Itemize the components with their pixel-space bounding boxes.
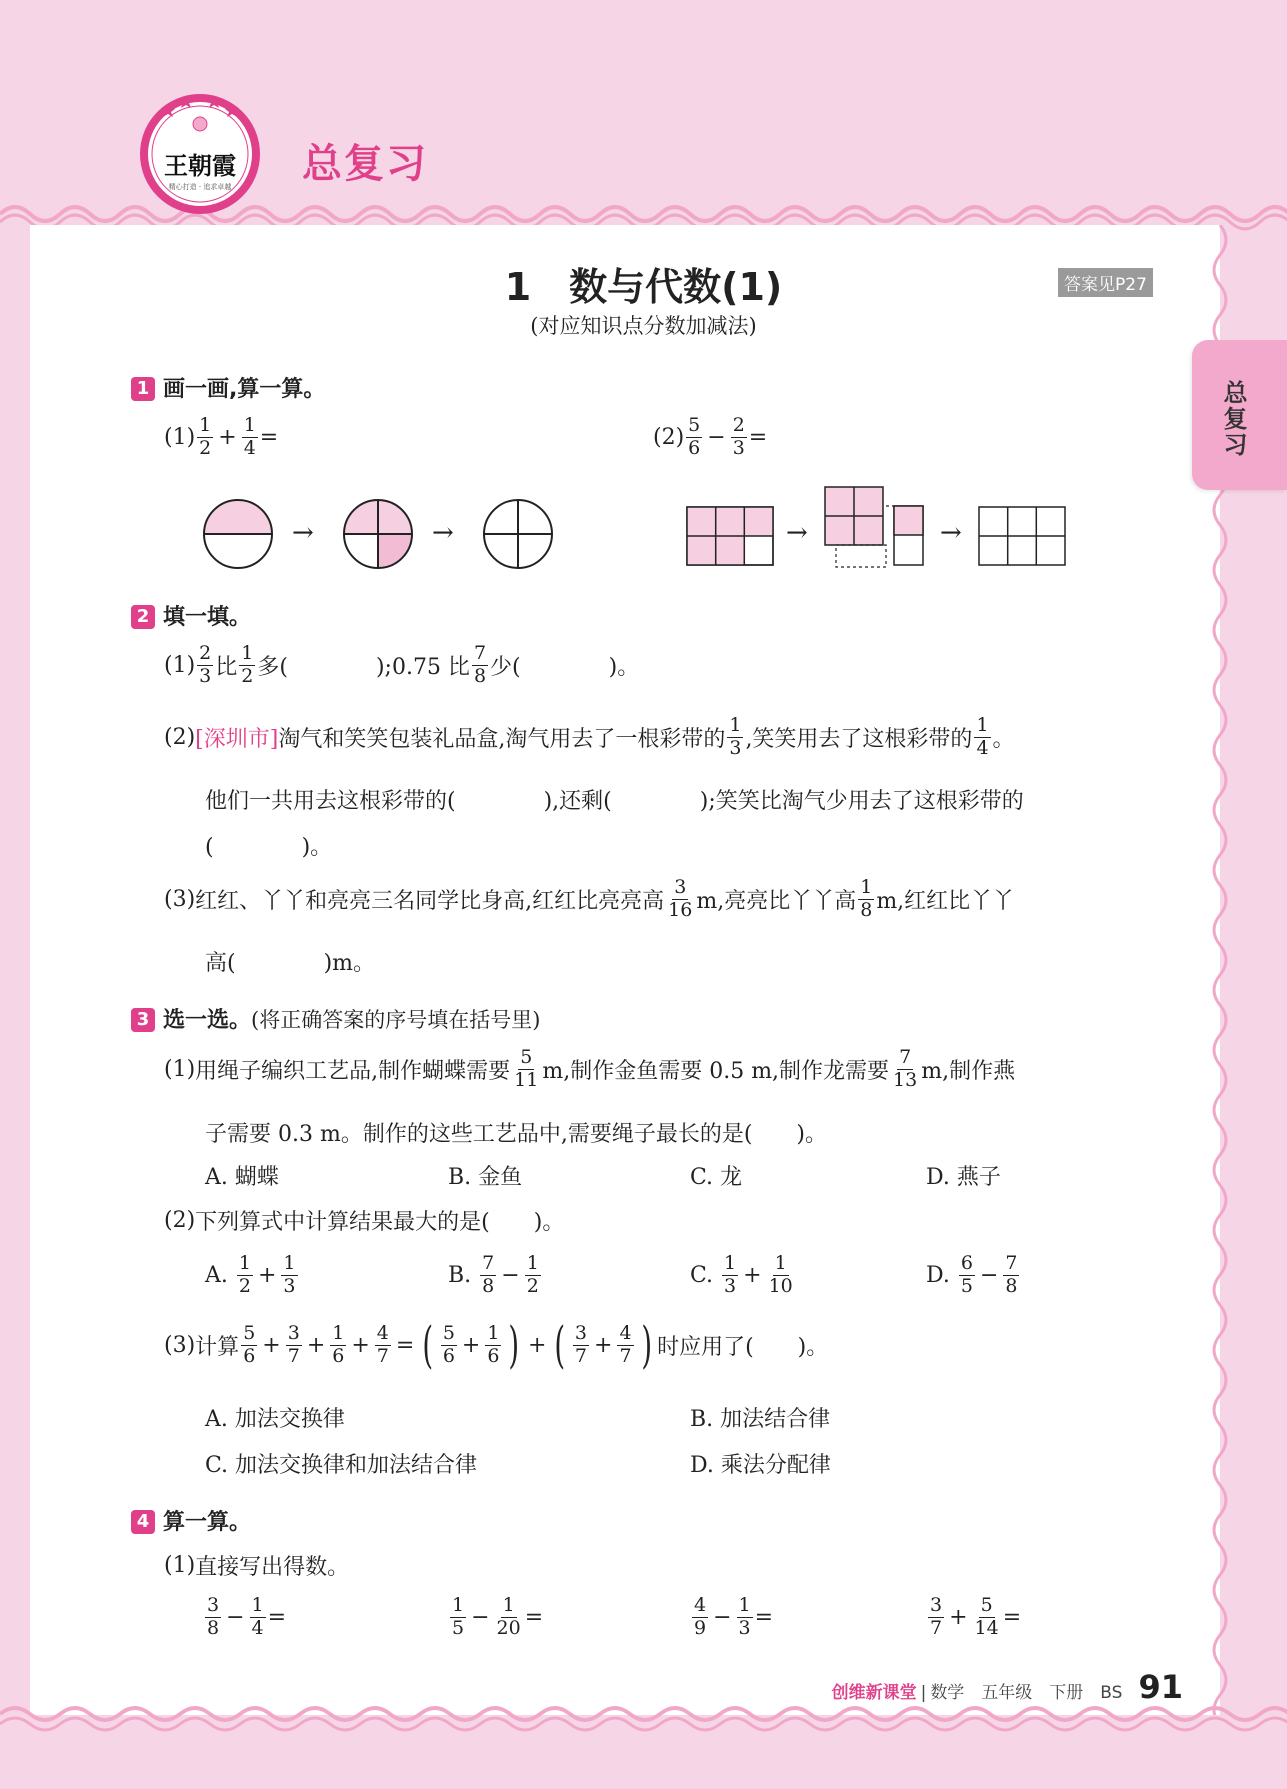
region-tag: [深圳市] bbox=[195, 726, 279, 752]
side-tab[interactable] bbox=[1192, 340, 1287, 490]
q4-heading bbox=[131, 1505, 251, 1536]
fraction: $\frac{3}{16}$ bbox=[668, 876, 693, 921]
q3-part2-option-c[interactable]: C. $\frac{1}{3}$ + $\frac{1}{10}$ bbox=[690, 1252, 793, 1297]
lesson-subtitle: (对应知识点分数加减法) bbox=[530, 314, 757, 338]
fraction: $\frac{4}{7}$ bbox=[376, 1321, 389, 1367]
q3-part3-option-b[interactable]: B. 加法结合律 bbox=[690, 1407, 831, 1432]
fraction: $\frac{1}{5}$ bbox=[452, 1594, 465, 1639]
fraction: $\frac{1}{2}$ bbox=[241, 642, 254, 687]
rect-sixths-shaded bbox=[686, 506, 774, 566]
q3-part1-line2[interactable]: 子需要 0.3 m。制作的这些工艺品中,需要绳子最长的是( )。 bbox=[205, 1122, 827, 1147]
q3-number: 3 bbox=[131, 1008, 155, 1032]
fraction: $\frac{4}{7}$ bbox=[619, 1321, 632, 1367]
fraction: $\frac{1}{2}$ bbox=[238, 1252, 251, 1297]
q3-part1-option-d[interactable]: D. 燕子 bbox=[926, 1165, 1001, 1190]
q3-part3-question: (3) 计算 $\frac{5}{6}$ + $\frac{3}{7}$ + $\frac{1}{6}$ + $\frac{4}{7}$ = ( $\frac{5}{6}$ + $\frac{1}{6}$ ) + ( $\frac{3}{7}$ + $\frac{4}{7}$ ) 时应用了( )。 bbox=[164, 1316, 829, 1374]
fraction: $\frac{5}{6}$ bbox=[243, 1321, 256, 1367]
section-title: 总复习 bbox=[302, 141, 428, 187]
fraction: $\frac{1}{8}$ bbox=[860, 876, 873, 921]
q4-calc-4[interactable]: $\frac{3}{7}$ + $\frac{5}{14}$ = bbox=[930, 1594, 1022, 1639]
fraction: $\frac{2}{3}$ bbox=[732, 414, 745, 459]
q2-part3-line2[interactable]: 高( )m。 bbox=[205, 951, 376, 976]
answer-blank-text[interactable]: 少( )。 bbox=[490, 654, 640, 680]
fraction: $\frac{3}{7}$ bbox=[574, 1321, 588, 1367]
q4-part1-instruction: (1) 直接写出得数。 bbox=[164, 1553, 350, 1580]
page-footer: 创维新课堂 | 数学 五年级 下册 BS 91 bbox=[831, 1668, 1183, 1706]
q4-calc-2[interactable]: $\frac{1}{5}$ − $\frac{1}{20}$ = bbox=[452, 1594, 544, 1639]
q4-title: 算一算。 bbox=[163, 1510, 252, 1535]
answer-blank-text[interactable]: 多( );0.75 比 bbox=[257, 654, 470, 680]
q3-title: 选一选。 bbox=[163, 1008, 252, 1033]
logo-name: 王朝霞 bbox=[164, 151, 236, 180]
q3-part1-line1: (1) 用绳子编织工艺品,制作蝴蝶需要 $\frac{5}{11}$ m,制作金鱼需要 0.5 m,制作龙需要 $\frac{7}{13}$ m,制作燕 bbox=[164, 1046, 1016, 1091]
answer-reference-badge: 答案见P27 bbox=[1058, 268, 1153, 297]
fraction: $\frac{3}{7}$ bbox=[287, 1321, 300, 1367]
q2-part1: (1) $\frac{2}{3}$ 比 $\frac{1}{2}$ 多( );0.75 比 $\frac{7}{8}$ 少( )。 bbox=[164, 642, 640, 687]
fraction: $\frac{7}{8}$ bbox=[473, 642, 487, 687]
q2-part2-line2[interactable]: 他们一共用去这根彩带的( ),还剩( );笑笑比淘气少用去了这根彩带的 bbox=[205, 789, 1024, 814]
q2-heading bbox=[131, 600, 251, 631]
fraction: $\frac{1}{4}$ bbox=[251, 1594, 264, 1639]
fraction: $\frac{1}{2}$ bbox=[199, 414, 212, 459]
q2-part2-line1: (2) [深圳市] 淘气和笑笑包装礼品盒,淘气用去了一根彩带的 $\frac{1}{3}$ ,笑笑用去了这根彩带的 $\frac{1}{4}$ 。 bbox=[164, 714, 1015, 759]
fraction: $\frac{1}{3}$ bbox=[738, 1594, 751, 1639]
q4-calc-3[interactable]: $\frac{4}{9}$ − $\frac{1}{3}$ = bbox=[694, 1594, 774, 1639]
fraction: $\frac{1}{6}$ bbox=[332, 1321, 345, 1367]
q3-part2-option-d[interactable]: D. $\frac{6}{5}$ − $\frac{7}{8}$ bbox=[926, 1252, 1018, 1297]
fraction: $\frac{5}{6}$ bbox=[688, 414, 701, 459]
q2-number: 2 bbox=[131, 605, 155, 629]
q3-part2-question: (2) 下列算式中计算结果最大的是( )。 bbox=[164, 1208, 565, 1235]
logo-tagline: 精心打造 · 追求卓越 bbox=[168, 183, 232, 191]
q1-title: 画一画,算一算。 bbox=[163, 377, 326, 402]
fraction: $\frac{7}{13}$ bbox=[893, 1046, 918, 1091]
fraction: $\frac{4}{9}$ bbox=[694, 1594, 707, 1639]
fraction: $\frac{7}{8}$ bbox=[482, 1252, 495, 1297]
q2-part2-line3[interactable]: ( )。 bbox=[205, 835, 333, 860]
q2-title: 填一填。 bbox=[163, 605, 252, 630]
fraction: $\frac{1}{20}$ bbox=[496, 1594, 521, 1639]
q1-part2-expression: (2) $\frac{5}{6}$ − $\frac{2}{3}$ = bbox=[653, 414, 768, 459]
fraction: $\frac{5}{11}$ bbox=[514, 1046, 539, 1091]
fraction: $\frac{1}{10}$ bbox=[768, 1252, 793, 1297]
q3-part1-option-c[interactable]: C. 龙 bbox=[690, 1165, 743, 1190]
q2-part3-line1: (3) 红红、丫丫和亮亮三名同学比身高,红红比亮亮高 $\frac{3}{16}$ m,亮亮比丫丫高 $\frac{1}{8}$ m,红红比丫丫 bbox=[164, 876, 1015, 921]
q4-calc-1[interactable]: $\frac{3}{8}$ − $\frac{1}{4}$ = bbox=[207, 1594, 287, 1639]
q4-number: 4 bbox=[131, 1510, 155, 1534]
fraction: $\frac{5}{14}$ bbox=[974, 1594, 999, 1639]
fraction: $\frac{1}{6}$ bbox=[487, 1321, 500, 1367]
q3-instruction: (将正确答案的序号填在括号里) bbox=[251, 1008, 541, 1032]
fraction: $\frac{1}{4}$ bbox=[243, 414, 256, 459]
q3-part1-option-a[interactable]: A. 蝴蝶 bbox=[205, 1165, 279, 1190]
rect-split-diagram bbox=[824, 486, 928, 568]
q1-number: 1 bbox=[131, 377, 155, 401]
fraction: $\frac{7}{8}$ bbox=[1005, 1252, 1018, 1297]
fraction: $\frac{6}{5}$ bbox=[960, 1252, 973, 1297]
arrow-2: → bbox=[432, 518, 454, 548]
arrow-4: → bbox=[940, 518, 962, 548]
fraction: $\frac{3}{7}$ bbox=[930, 1594, 943, 1639]
circle-half-shaded bbox=[200, 496, 276, 572]
q3-heading bbox=[131, 1003, 540, 1034]
fraction: $\frac{1}{3}$ bbox=[724, 1252, 737, 1297]
q3-part3-option-c[interactable]: C. 加法交换律和加法结合律 bbox=[205, 1453, 478, 1478]
q3-part2-option-a[interactable]: A. $\frac{1}{2}$ + $\frac{1}{3}$ bbox=[205, 1252, 296, 1297]
fraction: $\frac{3}{8}$ bbox=[207, 1594, 220, 1639]
fraction: $\frac{1}{2}$ bbox=[526, 1252, 539, 1297]
fraction: $\frac{1}{3}$ bbox=[283, 1252, 296, 1297]
circle-blank-quarters bbox=[480, 496, 556, 572]
fraction: $\frac{1}{4}$ bbox=[976, 714, 989, 759]
rect-blank-sixths bbox=[978, 506, 1066, 566]
q1-part1-expression: (1) $\frac{1}{2}$ + $\frac{1}{4}$ = bbox=[164, 414, 279, 459]
page-number: 91 bbox=[1138, 1668, 1183, 1706]
q3-part3-option-a[interactable]: A. 加法交换律 bbox=[205, 1407, 345, 1432]
q3-part2-option-b[interactable]: B. $\frac{7}{8}$ − $\frac{1}{2}$ bbox=[448, 1252, 539, 1297]
arrow-1: → bbox=[292, 518, 314, 548]
q1-heading bbox=[131, 372, 325, 403]
q3-part1-option-b[interactable]: B. 金鱼 bbox=[448, 1165, 523, 1190]
arrow-3: → bbox=[786, 518, 808, 548]
fraction: $\frac{5}{6}$ bbox=[442, 1321, 455, 1367]
side-tab-label: 总复习 bbox=[1219, 380, 1247, 458]
fraction: $\frac{1}{3}$ bbox=[729, 714, 742, 759]
footer-brand: 创维新课堂 bbox=[831, 1683, 917, 1703]
q3-part3-option-d[interactable]: D. 乘法分配律 bbox=[690, 1453, 831, 1478]
lesson-title: 1 数与代数(1) bbox=[504, 265, 783, 309]
footer-info: 数学 五年级 下册 BS bbox=[930, 1683, 1123, 1703]
fraction: $\frac{2}{3}$ bbox=[199, 642, 212, 687]
circle-quarters-shaded bbox=[340, 496, 416, 572]
